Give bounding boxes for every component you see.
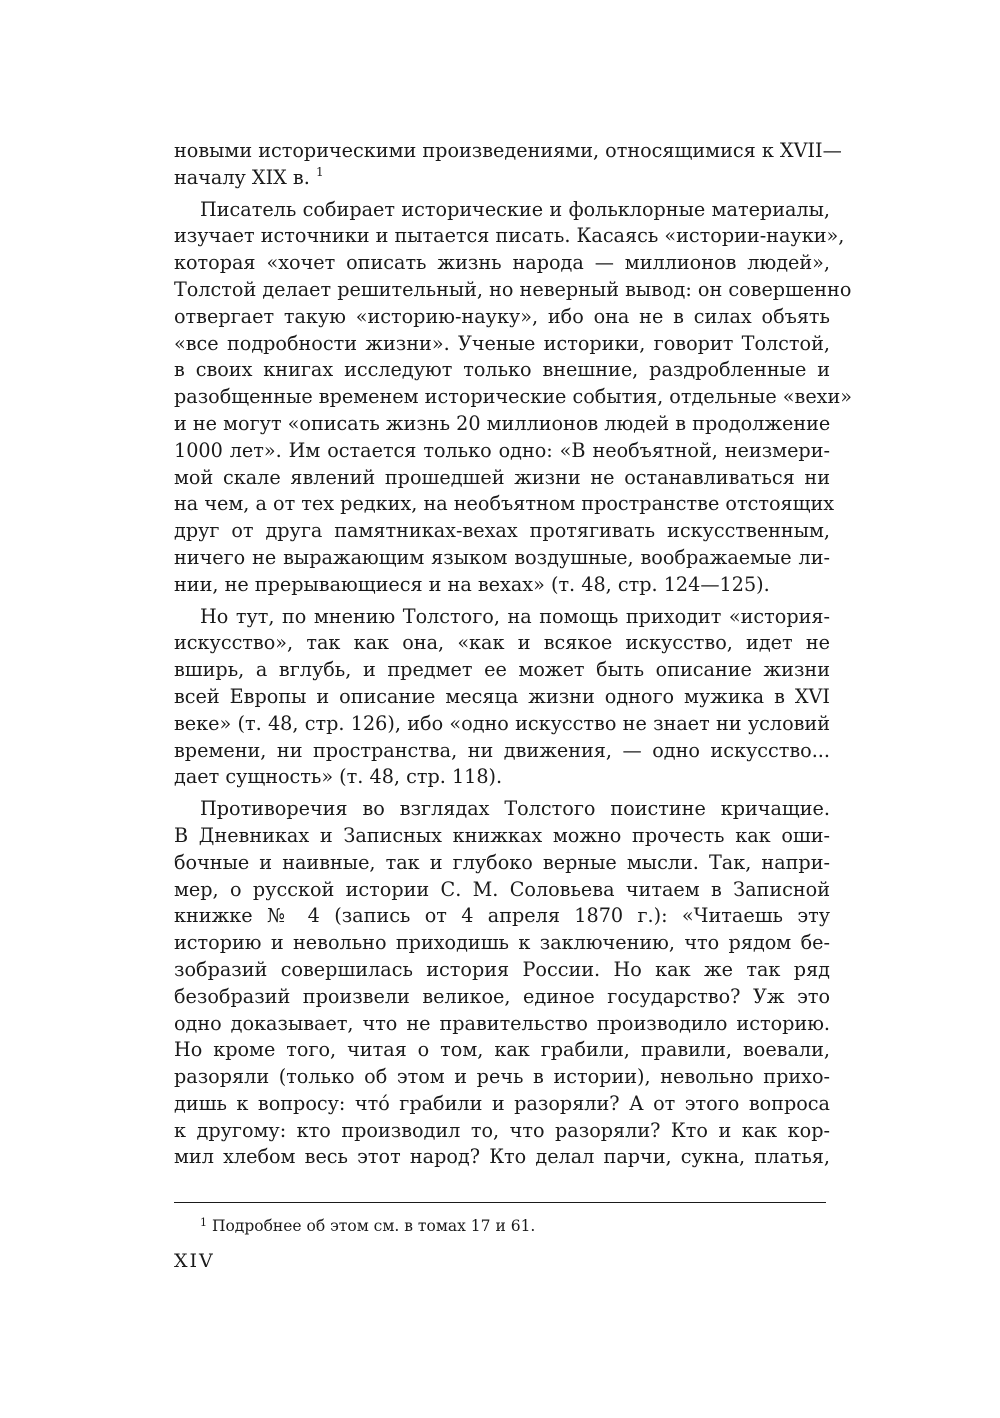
text-line (174, 165, 830, 192)
text-line: мой скале явлений прошедшей жизни не останавливаться ни (174, 465, 830, 489)
text-line: вширь, а вглубь, и предмет ее может быть описание жизни (174, 658, 830, 682)
text-line: на чем, а от тех редких, на необъятном пространстве отстоящих (174, 492, 835, 516)
text-line: мер, о русской истории С. М. Соловьева читаем в Записной (174, 877, 830, 901)
footnote-text: Подробнее об этом см. в томах 17 и 61. (211, 1217, 536, 1235)
text-line: историю и невольно приходишь к заключению, что рядом бе- (174, 931, 830, 955)
text-line: 1000 лет». Им остается только одно: «В необъятной, неизмери- (174, 438, 830, 462)
text-line: одно доказывает, что не правительство производило историю. (174, 1011, 830, 1035)
text-line: «все подробности жизни». Ученые историки, говорит Толстой, (174, 331, 830, 355)
text-line: веке» (т. 48, стр. 126), ибо «одно искусство не знает ни условий (174, 711, 830, 735)
text-line: времени, ни пространства, ни движения, — одно искусство... (174, 738, 830, 762)
text-line: и не могут «описать жизнь 20 миллионов людей в продолжение (174, 411, 831, 435)
text-line: к другому: кто производил то, что разоряли? Кто и как кор- (174, 1118, 830, 1142)
text-line: В Дневниках и Записных книжках можно прочесть как оши- (174, 823, 830, 847)
footnote-divider (174, 1202, 826, 1203)
footnote-reference[interactable]: 1 (315, 164, 324, 179)
paragraph-2 (174, 197, 853, 599)
text-line: безобразий произвели великое, единое государство? Уж это (174, 984, 830, 1008)
text-line: Противоречия во взглядах Толстого поистине кричащие. (200, 797, 830, 821)
text-line: нии, не прерывающиеся и на вехах» (т. 48, стр. 124—125). (174, 572, 770, 596)
text-line: Но кроме того, читая о том, как грабили, правили, воевали, (174, 1038, 830, 1062)
text-line: друг от друга памятниках-вехах протягивать искусственным, (174, 519, 830, 543)
text-line: новыми историческими произведениями, относящимися к XVII— (174, 139, 842, 162)
text-line: всей Европы и описание месяца жизни одного мужика в XVI (174, 684, 830, 708)
text-line: дает сущность» (т. 48, стр. 118). (174, 765, 503, 789)
text-line: разобщенные временем исторические события, отдельные «вехи» (174, 385, 853, 409)
text-line: которая «хочет описать жизнь народа — миллионов людей», (174, 251, 830, 275)
text-line: мил хлебом весь этот народ? Кто делал парчи, сукна, платья, (174, 1145, 830, 1169)
paragraph-3 (174, 604, 830, 792)
text-line: Но тут, по мнению Толстого, на помощь приходит «история- (200, 604, 830, 628)
footnote (200, 1216, 535, 1236)
text-line: ничего не выражающим языком воздушные, воображаемые ли- (174, 545, 830, 569)
paragraph-1 (174, 138, 842, 192)
text-line: книжке № 4 (запись от 4 апреля 1870 г.): «Читаешь эту (174, 904, 830, 928)
text-line: в своих книгах исследуют только внешние, раздробленные и (174, 358, 830, 382)
text-line: Писатель собирает исторические и фольклорные материалы, (200, 197, 830, 221)
footnote-marker: 1 (200, 1216, 207, 1229)
page-body (174, 138, 853, 1171)
page-number: XIV (174, 1250, 215, 1272)
text-line-content: началу XIX в. (174, 165, 310, 189)
text-line: искусство», так как она, «как и всякое искусство, идет не (174, 631, 830, 655)
text-line: Толстой делает решительный, но неверный вывод: он совершенно (174, 277, 852, 301)
paragraph-4 (174, 796, 830, 1171)
text-line: зобразий совершилась история России. Но как же так ряд (174, 957, 830, 981)
text-line: дишь к вопросу: что́ грабили и разоряли? А от этого вопроса (174, 1091, 830, 1115)
text-line: изучает источники и пытается писать. Касаясь «истории-науки», (174, 224, 845, 248)
text-line: отвергает такую «историю-науку», ибо она не в силах объять (174, 304, 830, 328)
text-line: бочные и наивные, так и глубоко верные мысли. Так, напри- (174, 850, 830, 874)
text-line: разоряли (только об этом и речь в истории), невольно прихо- (174, 1065, 830, 1089)
